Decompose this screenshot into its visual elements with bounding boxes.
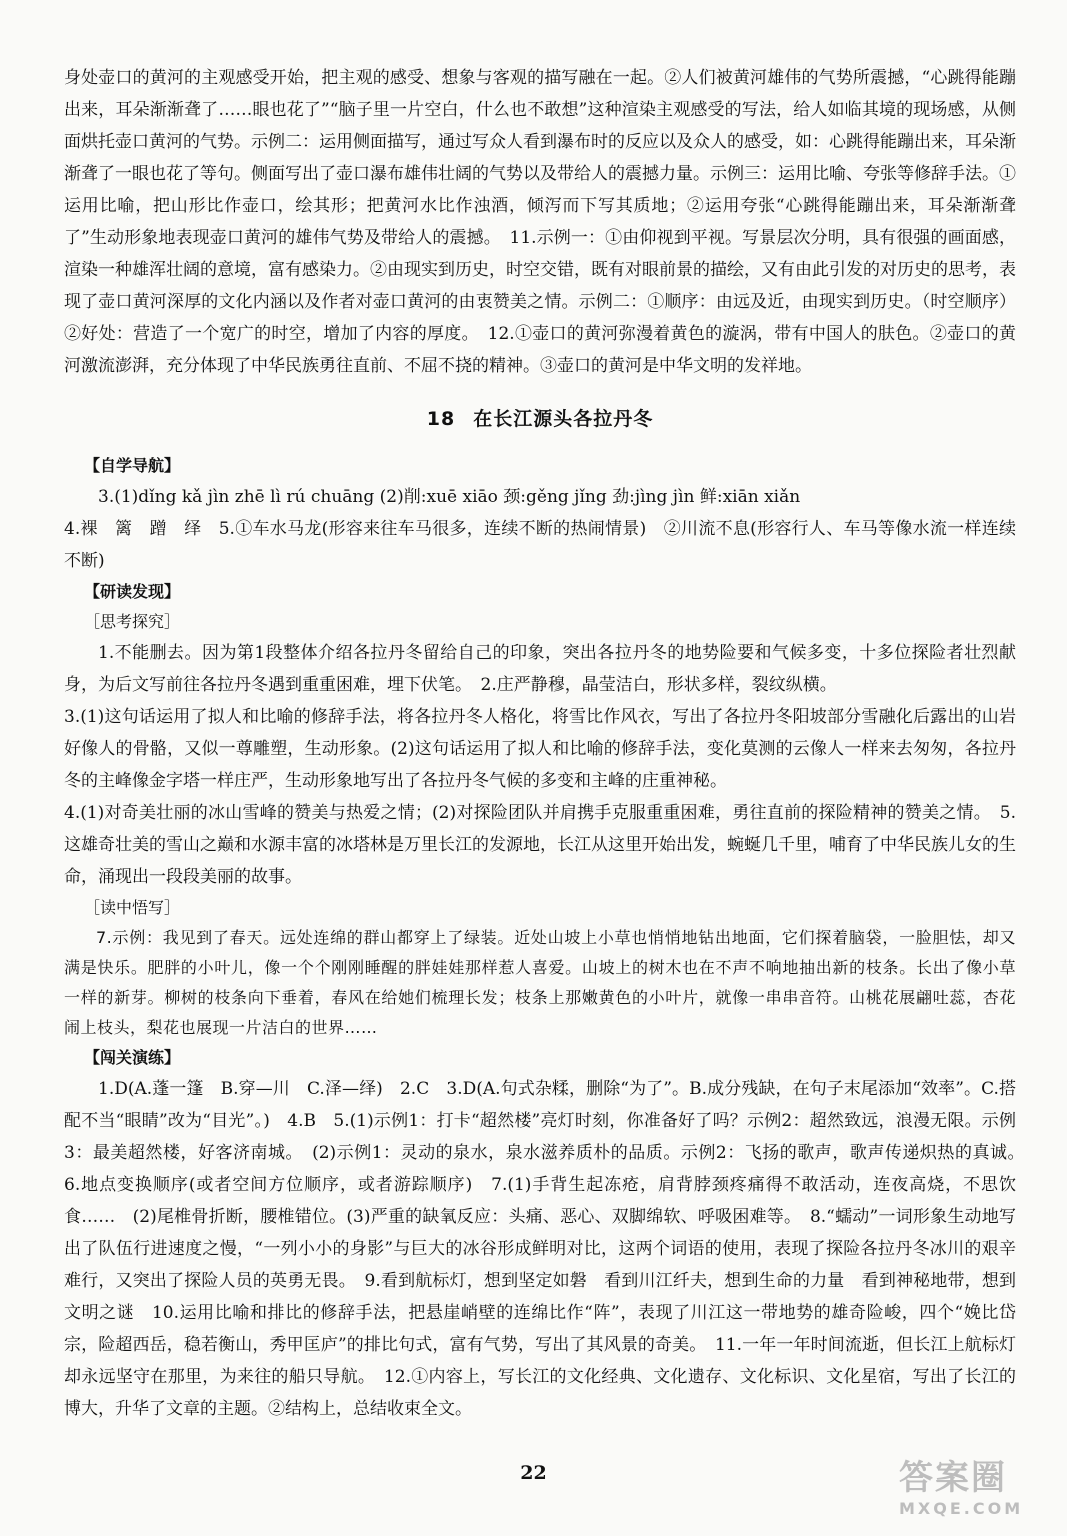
think-answer-1: 1.不能删去。因为第1段整体介绍各拉丹冬留给自己的印象，突出各拉丹冬的地势险要和气候多变，十多位探险者壮烈献身，为后文写前往各拉丹冬遇到重重困难，埋下伏笔。 2.庄严静穆，晶莹洁白，形状多样，裂纹纵横。 — [64, 643, 1016, 695]
think-answer-3: 4.(1)对奇美壮丽的冰山雪峰的赞美与热爱之情；(2)对探险团队并肩携手克服重重困难，勇往直前的探险精神的赞美之情。 5.这雄奇壮美的雪山之巅和水源丰富的冰塔林是万里长江的发源地，长江从这里开始出发，蜿蜒几千里，哺育了中华民族儿女的生命，涌现出一段段美丽的故事。 — [64, 803, 1016, 887]
self-study-answer-1: 3.(1)dǐng kǎ jìn zhē lì rú chuāng (2)削:xuē xiāo 颈:gěng jǐng 劲:jìng jìn 鲜:xiān xiǎn — [98, 487, 801, 507]
practice-answers: 1.D(A.蓬一篷 B.穿—川 C.泽—绎) 2.C 3.D(A.句式杂糅，删除“为了”。B.成分残缺，在句子末尾添加“效率”。C.搭配不当“眼睛”改为“目光”。) 4.B 5.(1)示例1：打卡“超然楼”亮灯时刻，你准备好了吗？示例2：超然致远，浪漫无限。示例3：最美超然楼，好客济南城。 (2)示例1：灵动的泉水，泉水滋养质朴的品质。示例2：飞扬的歌声，歌声传递炽热的真诚。 6.地点变换顺序(或者空间方位顺序，或者游踪顺序) 7.(1)手背生起冻疮，肩背脖颈疼痛得不敢活动，连夜高烧，不思饮食…… (2)尾椎骨折断，腰椎错位。(3)严重的缺氧反应：头痛、恶心、双脚绵软、呼吸困难等。 8.“蠕动”一词形象生动地写出了队伍行进速度之慢，“一列小小的身影”与巨大的冰谷形成鲜明对比，这两个词语的使用，表现了探险各拉丹冬冰川的艰辛难行，又突出了探险人员的英勇无畏。 9.看到航标灯，想到坚定如磐 看到川江纤夫，想到生命的力量 看到神秘地带，想到文明之谜 10.运用比喻和排比的修辞手法，把悬崖峭壁的连绵比作“阵”，表现了川江这一带地势的雄奇险峻，四个“娩比岱宗，险超西岳，稳若衡山，秀甲匡庐”的排比句式，富有气势，写出了其风景的奇美。 11.一年一年时间流逝，但长江上航标灯却永远坚守在那里，为来往的船只导航。 12.①内容上，写长江的文化经典、文化遗存、文化标识、文化星宿，写出了长江的博大，升华了文章的主题。②结构上，总结收束全文。 — [64, 1079, 1033, 1419]
lesson-title — [64, 404, 1016, 431]
subsection-think-explore: ［思考探究］ — [84, 612, 181, 631]
think-answer-2: 3.(1)这句话运用了拟人和比喻的修辞手法，将各拉丹冬人格化，将雪比作风衣，写出了各拉丹冬阳坡部分雪融化后露出的山岩好像人的骨骼，又似一尊雕塑，生动形象。(2)这句话运用了拟人和比喻的修辞手法，变化莫测的云像人一样来去匆匆，各拉丹冬的主峰像金字塔一样庄严，生动形象地写出了各拉丹冬气候的多变和主峰的庄重神秘。 — [64, 707, 1016, 791]
watermark-logo — [899, 1450, 1049, 1520]
watermark-line-1: 答案圈 — [899, 1458, 1007, 1498]
lesson-name: 在长江源头各拉丹冬 — [473, 408, 654, 430]
subsection-read-write: ［读中悟写］ — [84, 898, 181, 917]
page-number: 22 — [520, 1462, 547, 1484]
section-study-find: 【研读发现】 — [84, 582, 181, 601]
section-practice: 【闯关演练】 — [84, 1048, 181, 1067]
lesson-number: 18 — [426, 408, 456, 430]
continued-answer-paragraph: 身处壶口的黄河的主观感受开始，把主观的感受、想象与客观的描写融在一起。②人们被黄河雄伟的气势所震撼，“心跳得能蹦出来，耳朵渐渐聋了……眼也花了”“脑子里一片空白，什么也不敢想”这种渲染主观感受的写法，给人如临其境的现场感，从侧面烘托壶口黄河的气势。示例二：运用侧面描写，通过写众人看到瀑布时的反应以及众人的感受，如：心跳得能蹦出来，耳朵渐渐聋了一眼也花了等句。侧面写出了壶口瀑布雄伟壮阔的气势以及带给人的震撼力量。示例三：运用比喻、夸张等修辞手法。①运用比喻，把山形比作壶口，绘其形；把黄河水比作浊酒，倾泻而下写其质地；②运用夸张“心跳得能蹦出来，耳朵渐渐聋了”生动形象地表现壶口黄河的雄伟气势及带给人的震撼。 11.示例一：①由仰视到平视。写景层次分明，具有很强的画面感，渲染一种雄浑壮阔的意境，富有感染力。②由现实到历史，时空交错，既有对眼前景的描绘，又有由此引发的对历史的思考，表现了壶口黄河深厚的文化内涵以及作者对壶口黄河的由衷赞美之情。示例二：①顺序：由远及近，由现实到历史。（时空顺序）②好处：营造了一个宽广的时空，增加了内容的厚度。 12.①壶口的黄河弥漫着黄色的漩涡，带有中国人的肤色。②壶口的黄河激流澎湃，充分体现了中华民族勇往直前、不屈不挠的精神。③壶口的黄河是中华文明的发祥地。 — [64, 68, 1016, 376]
self-study-answer-2: 4.裸 篱 蹭 绎 5.①车水马龙(形容来往车马很多，连续不断的热闹情景) ②川流不息(形容行人、车马等像水流一样连续不断) — [64, 519, 1016, 571]
section-self-study: 【自学导航】 — [84, 456, 181, 475]
read-write-example: 7.示例：我见到了春天。远处连绵的群山都穿上了绿装。近处山坡上小草也悄悄地钻出地面，它们探着脑袋，一脸胆怯，却又满是快乐。肥胖的小叶儿，像一个个刚刚睡醒的胖娃娃那样惹人喜爱。山坡上的树木也在不声不响地抽出新的枝条。长出了像小草一样的新芽。柳树的枝条向下垂着，春风在给她们梳理长发；枝条上那嫩黄色的小叶片，就像一串串音符。山桃花展翩吐蕊，杏花闹上枝头，梨花也展现一片洁白的世界…… — [64, 928, 1016, 1037]
watermark-line-2: MXQE.COM — [899, 1499, 1024, 1518]
page-content — [64, 62, 1033, 1425]
